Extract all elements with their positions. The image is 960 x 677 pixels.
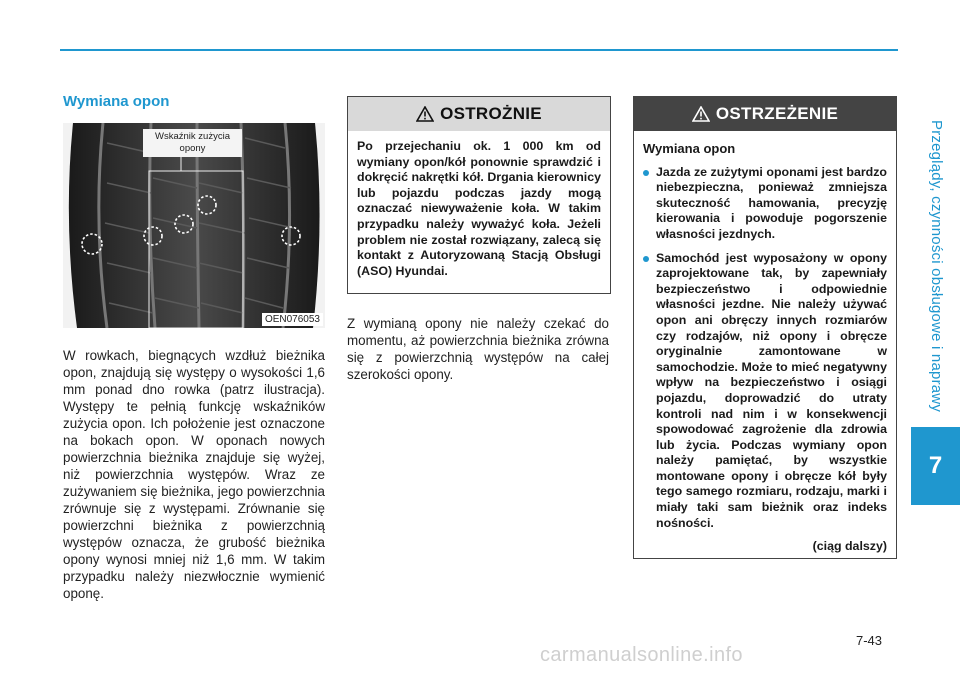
list-item [643,165,887,243]
section-title: Wymiana opon [63,93,170,110]
caution-title: OSTROŻNIE [440,104,542,123]
warning-title: OSTRZEŻENIE [715,104,839,123]
warning-triangle-icon [692,106,710,122]
bullet-icon [643,256,649,262]
warning-triangle-icon [416,106,434,122]
warning-box [633,96,897,559]
warning-item-text: Jazda ze zużytymi oponami jest bardzo niebezpieczna, ponieważ zmniejsza skuteczność hamowania, precyzję kierowania i powoduje pogorszenie własności jezdnych. [656,164,887,241]
warning-header [634,97,896,131]
warning-body [634,131,896,563]
bullet-icon [643,170,649,176]
warning-subtitle: Wymiana opon [643,141,736,156]
warning-list [643,165,887,532]
warning-item-text: Samochód jest wyposażony w opony zaprojektowane tak, by zapewniały bezpieczeństwo i odpowiednie własności jezdne. Nie należy używać opon ani obręczy innych rozmiarów czy rodzajów, niż opony i obręcze oryginalnie zamontowane w samochodzie. Może to mieć negatywny wpływ na bezpieczeństwo i osiągi pojazdu, doprowadzić do utraty kontroli nad nim i w konsekwencji spowodować zagrożenie dla zdrowia lub życia. Podczas wymiany opon należy pamiętać, by wszystkie montowane opony i obręcze kół były tego samego rozmiaru, rodzaju, marki i miały taki sam bieżnik oraz indeks nośności. [656,250,887,530]
caution-text: Po przejechaniu ok. 1 000 km od wymiany opon/kół ponownie sprawdzić i dokręcić nakrętki kół. Drgania kierownicy lub pojazdu podczas jazdy mogą oznaczać niewyważenie koła. W takim przypadku należy wyważyć koła. Jeżeli problem nie został rozwiązany, zalecą się kontakt z Autoryzowaną Stacją Obsługi (ASO) Hyundai. [357,139,601,278]
continued-note: (ciąg dalszy) [812,539,887,554]
caution-box [347,96,611,294]
list-item [643,251,887,532]
chapter-side-title: Przeglądy, czynności obsługowe i naprawy [928,120,945,413]
watermark: carmanualsonline.info [540,644,743,666]
chapter-tab[interactable]: 7 [911,427,960,505]
top-rule [60,49,898,51]
tread-indicator-paragraph: W rowkach, biegnących wzdłuż bieżnika opon, znajdują się występy o wysokości 1,6 mm ponad dno rowka (patrz ilustracja). Występy te pełnią funkcję wskaźników zużycia opon. Ich położenie jest oznaczone na bokach opon. W oponach nowych powierzchnia bieżnika znajduje się wyżej, niż powierzchnia występów. Wraz ze zużywaniem się bieżnika, jego powierzchnia zrównuje się z występami. Zrównanie się powierzchni bieżnika z powierzchnią występów oznacza, że grubość bieżnika opony wynosi mniej niż 1,6 mm. W takim przypadku należy niezwłocznie wymienić oponę. [63,348,325,601]
figure-code: OEN076053 [262,313,323,326]
caution-header [348,97,610,131]
replacement-paragraph: Z wymianą opony nie należy czekać do momentu, aż powierzchnia bieżnika zrówna się z powierzchnią występów na całej szerokości opony. [347,316,609,382]
tire-tread-figure [63,123,325,328]
tread-wear-indicator-label: Wskaźnik zużycia opony [143,129,242,157]
page-number: 7-43 [856,633,883,648]
